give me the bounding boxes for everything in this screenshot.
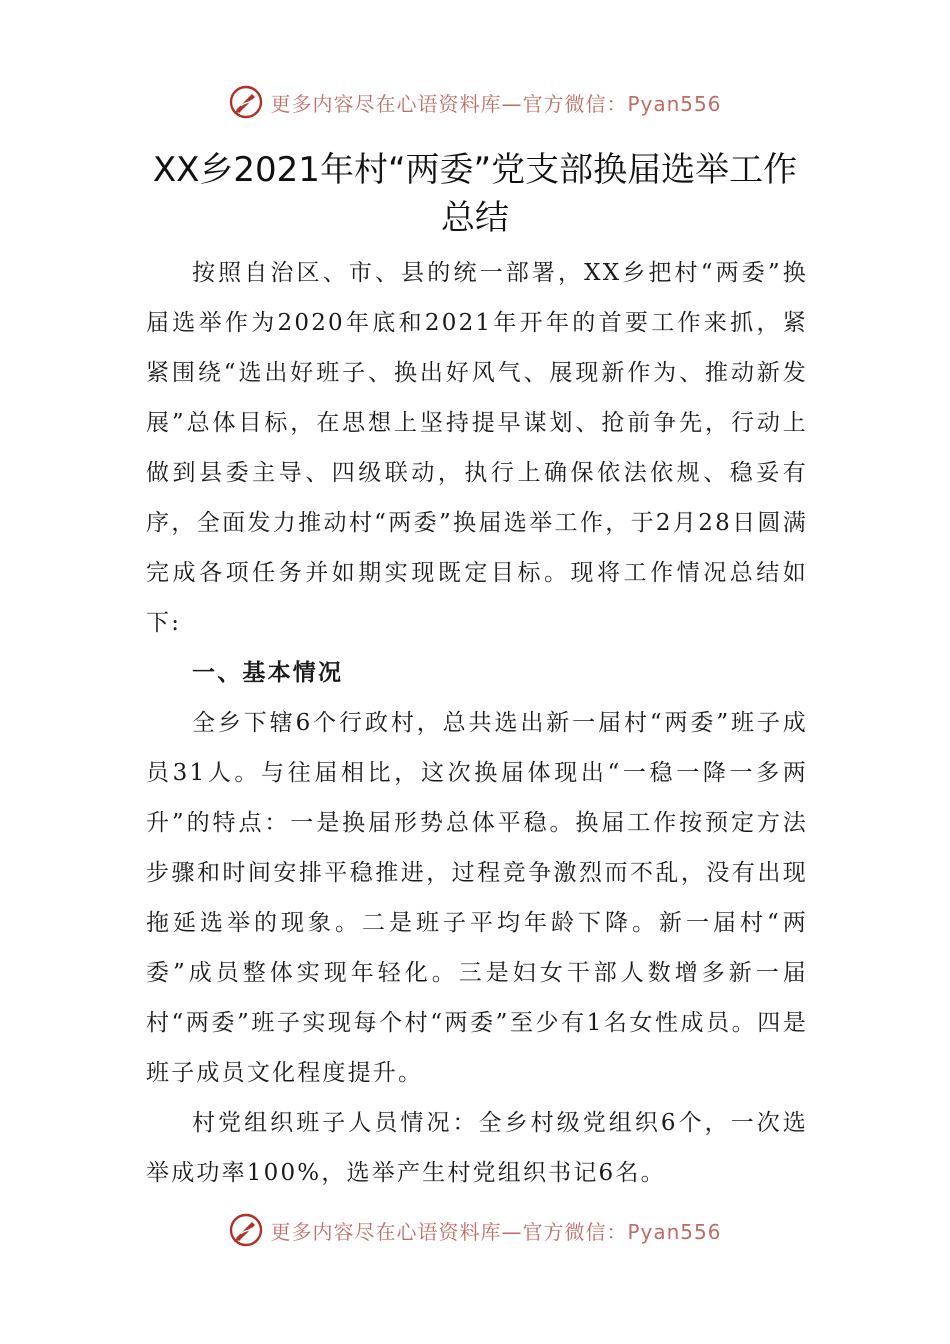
pen-logo-icon [228,84,264,120]
pen-logo-icon [228,1212,264,1248]
document-title [0,146,950,242]
banner-text: 更多内容尽在心语资料库—官方微信：Pyan556 [270,1219,722,1244]
header-banner [0,82,950,122]
banner-text: 更多内容尽在心语资料库—官方微信：Pyan556 [270,91,722,116]
section-heading: 一、基本情况 [192,660,344,686]
section-paragraph: 全乡下辖6个行政村，总共选出新一届村“两委”班子成员31人。与往届相比，这次换届体现出“一稳一降一多两升”的特点：一是换届形势总体平稳。换届工作按预定方法步骤和时间安排平稳推进，过程竞争激烈而不乱，没有出现拖延选举的现象。二是班子平均年龄下降。新一届村“两委”成员整体实现年轻化。三是妇女干部人数增多新一届村“两委”班子实现每个村“两委”至少有1名女性成员。四是班子成员文化程度提升。 [146,710,808,1086]
document-body [146,248,808,1198]
section-paragraph: 村党组织班子人员情况：全乡村级党组织6个，一次选举成功率100%，选举产生村党组织书记6名。 [146,1110,808,1186]
title-text: XX乡2021年村“两委”党支部换届选举工作总结 [152,150,798,238]
intro-paragraph: 按照自治区、市、县的统一部署，XX乡把村“两委”换届选举作为2020年底和2021年开年的首要工作来抓，紧紧围绕“选出好班子、换出好风气、展现新作为、推动新发展”总体目标，在思想上坚持提早谋划、抢前争先，行动上做到县委主导、四级联动，执行上确保依法依规、稳妥有序，全面发力推动村“两委”换届选举工作，于2月28日圆满完成各项任务并如期实现既定目标。现将工作情况总结如下: [146,260,808,636]
footer-banner [0,1210,950,1250]
